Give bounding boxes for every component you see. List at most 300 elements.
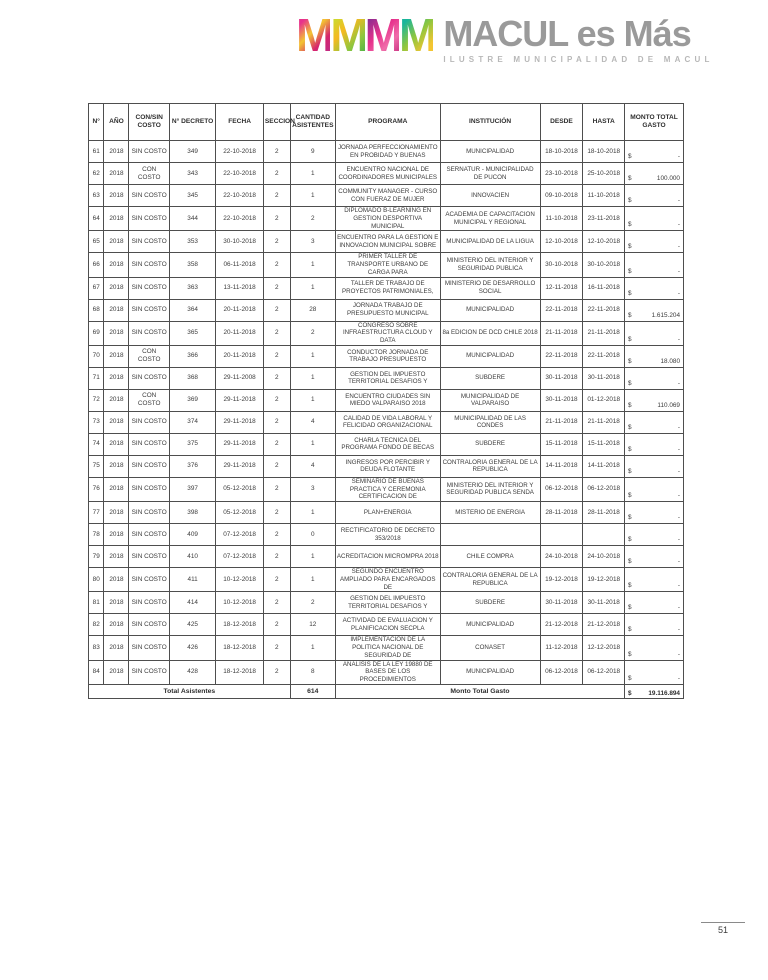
cell-seccion: 2: [263, 433, 290, 455]
column-header-decreto: N° DECRETO: [169, 104, 215, 141]
column-header-seccion: SECCION: [263, 104, 290, 141]
table-footer: [89, 684, 684, 698]
cell-desde: 21-11-2018: [540, 411, 583, 433]
cell-fecha: 20-11-2018: [216, 345, 264, 367]
column-header-n: N°: [89, 104, 104, 141]
cell-institucion: MUNICIPALIDAD DE LA LIGUA: [440, 231, 540, 253]
cell-seccion: 2: [263, 253, 290, 277]
table-row: [89, 433, 684, 455]
cell-n: 73: [89, 411, 104, 433]
cell-costo: SIN COSTO: [129, 660, 169, 684]
cell-hasta: 30-11-2018: [583, 367, 625, 389]
table-row: [89, 636, 684, 660]
table-row: [89, 455, 684, 477]
cell-seccion: 2: [263, 502, 290, 524]
cell-n: 64: [89, 207, 104, 231]
cell-desde: 06-12-2018: [540, 660, 583, 684]
cell-desde: 09-10-2018: [540, 185, 583, 207]
column-header-desde: DESDE: [540, 104, 583, 141]
currency-symbol: $: [628, 267, 632, 275]
cell-asistentes: 12: [290, 614, 335, 636]
cell-ano: 2018: [104, 185, 129, 207]
cell-institucion: 8a EDICION DE DCD CHILE 2018: [440, 321, 540, 345]
monto-amount: 1.615.204: [651, 311, 680, 319]
currency-symbol: $: [628, 492, 632, 499]
cell-monto: [625, 389, 684, 411]
cell-fecha: 20-11-2018: [216, 321, 264, 345]
cell-institucion: MUNICIPALIDAD: [440, 299, 540, 321]
cell-seccion: 2: [263, 592, 290, 614]
cell-monto: [625, 321, 684, 345]
cell-n: 75: [89, 455, 104, 477]
table-row: [89, 163, 684, 185]
currency-symbol: $: [628, 626, 632, 634]
cell-institucion: MISTERIO DE ENERGIA: [440, 502, 540, 524]
cell-ano: 2018: [104, 411, 129, 433]
total-asistentes-value: 614: [290, 684, 335, 698]
cell-monto: [625, 277, 684, 299]
monto-amount: -: [677, 197, 680, 204]
cell-monto: [625, 568, 684, 592]
cell-fecha: 22-10-2018: [216, 207, 264, 231]
cell-asistentes: 1: [290, 367, 335, 389]
cell-asistentes: 1: [290, 253, 335, 277]
cell-n: 76: [89, 477, 104, 501]
currency-symbol: $: [628, 153, 632, 160]
cell-hasta: 21-11-2018: [583, 321, 625, 345]
column-header-asistentes: CANTIDAD ASISTENTES: [290, 104, 335, 141]
cell-costo: SIN COSTO: [129, 207, 169, 231]
monto-amount: 100.000: [656, 175, 680, 182]
cell-ano: 2018: [104, 433, 129, 455]
cell-monto: [625, 660, 684, 684]
cell-n: 61: [89, 141, 104, 163]
column-header-ano: AÑO: [104, 104, 129, 141]
cell-decreto: 426: [169, 636, 215, 660]
cell-desde: 06-12-2018: [540, 477, 583, 501]
monto-amount: -: [677, 467, 680, 475]
cell-programa: RECTIFICATORIO DE DECRETO 353/2018: [335, 524, 440, 546]
logo-letter-m-4: M: [398, 9, 434, 61]
cell-desde: 28-11-2018: [540, 502, 583, 524]
logo-letter-m-2: M: [330, 9, 365, 61]
cell-monto: [625, 411, 684, 433]
cell-programa: SEMINARIO DE BUENAS PRACTICA Y CEREMONIA CERTIFICACION DE: [335, 477, 440, 501]
cell-costo: SIN COSTO: [129, 141, 169, 163]
cell-institucion: CONTRALORIA GENERAL DE LA REPUBLICA: [440, 455, 540, 477]
cell-asistentes: 28: [290, 299, 335, 321]
cell-institucion: SUBDERE: [440, 592, 540, 614]
cell-programa: CALIDAD DE VIDA LABORAL Y FELICIDAD ORGANIZACIONAL: [335, 411, 440, 433]
cell-fecha: 18-12-2018: [216, 660, 264, 684]
column-header-programa: PROGRAMA: [335, 104, 440, 141]
cell-decreto: 397: [169, 477, 215, 501]
cell-programa: ACTIVIDAD DE EVALUACION Y PLANIFICACION SECPLA: [335, 614, 440, 636]
cell-hasta: 30-10-2018: [583, 253, 625, 277]
cell-desde: 12-10-2018: [540, 231, 583, 253]
cell-n: 81: [89, 592, 104, 614]
cell-n: 77: [89, 502, 104, 524]
column-header-monto: MONTO TOTAL GASTO: [625, 104, 684, 141]
table-row: [89, 231, 684, 253]
currency-symbol: $: [628, 604, 632, 612]
column-header-hasta: HASTA: [583, 104, 625, 141]
cell-fecha: 06-11-2018: [216, 253, 264, 277]
cell-asistentes: 1: [290, 636, 335, 660]
cell-ano: 2018: [104, 321, 129, 345]
cell-n: 70: [89, 345, 104, 367]
cell-hasta: 22-11-2018: [583, 345, 625, 367]
cell-decreto: 343: [169, 163, 215, 185]
cell-decreto: 411: [169, 568, 215, 592]
currency-symbol: $: [628, 289, 632, 297]
cell-fecha: 30-10-2018: [216, 231, 264, 253]
table-row: [89, 185, 684, 207]
cell-asistentes: 1: [290, 502, 335, 524]
cell-seccion: 2: [263, 614, 290, 636]
currency-symbol: $: [628, 467, 632, 475]
cell-hasta: 22-11-2018: [583, 299, 625, 321]
cell-costo: SIN COSTO: [129, 367, 169, 389]
cell-monto: [625, 345, 684, 367]
table-row: [89, 546, 684, 568]
page-footer: [701, 922, 745, 935]
logo-brand-text: MACUL es Más: [443, 13, 691, 54]
monto-amount: -: [677, 423, 680, 431]
logo-text-block: [443, 13, 714, 64]
monto-amount: -: [677, 558, 680, 565]
cell-fecha: 05-12-2018: [216, 502, 264, 524]
cell-costo: SIN COSTO: [129, 253, 169, 277]
cell-hasta: 12-12-2018: [583, 636, 625, 660]
cell-programa: ENCUENTRO CIUDADES SIN MIEDO VALPARAISO 2018: [335, 389, 440, 411]
cell-costo: CON COSTO: [129, 163, 169, 185]
cell-ano: 2018: [104, 636, 129, 660]
cell-desde: 21-11-2018: [540, 321, 583, 345]
cell-asistentes: 1: [290, 568, 335, 592]
cell-monto: [625, 433, 684, 455]
cell-seccion: 2: [263, 185, 290, 207]
logo-subtitle-text: ILUSTRE MUNICIPALIDAD DE MACUL: [443, 55, 714, 64]
cell-n: 69: [89, 321, 104, 345]
cell-seccion: 2: [263, 207, 290, 231]
currency-symbol: $: [628, 536, 632, 543]
monto-total-label: Monto Total Gasto: [335, 684, 624, 698]
cell-fecha: 07-12-2018: [216, 546, 264, 568]
cell-decreto: 364: [169, 299, 215, 321]
cell-decreto: 369: [169, 389, 215, 411]
cell-monto: [625, 367, 684, 389]
currency-symbol: $: [628, 243, 632, 251]
cell-costo: SIN COSTO: [129, 636, 169, 660]
cell-costo: SIN COSTO: [129, 185, 169, 207]
cell-ano: 2018: [104, 345, 129, 367]
cell-decreto: 425: [169, 614, 215, 636]
cell-asistentes: 2: [290, 592, 335, 614]
cell-n: 63: [89, 185, 104, 207]
cell-hasta: 14-11-2018: [583, 455, 625, 477]
monto-amount: 18.080: [660, 357, 680, 365]
table-row: [89, 592, 684, 614]
cell-fecha: 29-11-2008: [216, 367, 264, 389]
cell-n: 82: [89, 614, 104, 636]
cell-fecha: 18-12-2018: [216, 636, 264, 660]
cell-desde: 30-11-2018: [540, 389, 583, 411]
cell-decreto: 398: [169, 502, 215, 524]
table-row: [89, 141, 684, 163]
table-row: [89, 389, 684, 411]
cell-asistentes: 2: [290, 321, 335, 345]
monto-amount: -: [677, 536, 680, 543]
cell-ano: 2018: [104, 524, 129, 546]
cell-seccion: 2: [263, 367, 290, 389]
cell-asistentes: 4: [290, 411, 335, 433]
cell-ano: 2018: [104, 277, 129, 299]
cell-programa: CONGRESO SOBRE INFRAESTRUCTURA CLOUD Y DATA: [335, 321, 440, 345]
cell-ano: 2018: [104, 141, 129, 163]
cell-ano: 2018: [104, 367, 129, 389]
cell-hasta: 25-10-2018: [583, 163, 625, 185]
cell-desde: 30-11-2018: [540, 592, 583, 614]
currency-symbol: $: [628, 197, 632, 204]
cell-hasta: 12-10-2018: [583, 231, 625, 253]
cell-n: 74: [89, 433, 104, 455]
cell-hasta: 11-10-2018: [583, 185, 625, 207]
table-row: [89, 502, 684, 524]
table-footer-row: [89, 684, 684, 698]
cell-monto: [625, 141, 684, 163]
cell-fecha: 29-11-2018: [216, 455, 264, 477]
cell-programa: JORNADA PERFECCIONAMIENTO EN PROBIDAD Y BUENAS: [335, 141, 440, 163]
cell-programa: GESTION DEL IMPUESTO TERRITORIAL DESAFIOS Y: [335, 592, 440, 614]
table-body: [89, 141, 684, 685]
cell-programa: COMMUNITY MANAGER - CURSO CON FUERAZ DE MUJER: [335, 185, 440, 207]
cell-institucion: INNOVACIEN: [440, 185, 540, 207]
cell-desde: 18-10-2018: [540, 141, 583, 163]
cell-costo: SIN COSTO: [129, 277, 169, 299]
logo-letter-m-3: M: [364, 9, 399, 61]
monto-amount: -: [677, 243, 680, 251]
table-header-row: [89, 104, 684, 141]
cell-fecha: 07-12-2018: [216, 524, 264, 546]
cell-hasta: 16-11-2018: [583, 277, 625, 299]
currency-symbol: $: [628, 423, 632, 431]
cell-n: 72: [89, 389, 104, 411]
currency-symbol: $: [628, 674, 632, 682]
cell-ano: 2018: [104, 207, 129, 231]
currency-symbol: $: [628, 401, 632, 409]
table-row: [89, 411, 684, 433]
cell-institucion: CONTRALORIA GENERAL DE LA REPUBLICA: [440, 568, 540, 592]
currency-symbol: $: [628, 514, 632, 521]
table-row: [89, 524, 684, 546]
cell-ano: 2018: [104, 592, 129, 614]
cell-seccion: 2: [263, 321, 290, 345]
cell-seccion: 2: [263, 389, 290, 411]
cell-fecha: 29-11-2018: [216, 389, 264, 411]
cell-decreto: 428: [169, 660, 215, 684]
cell-costo: CON COSTO: [129, 389, 169, 411]
monto-amount: -: [677, 379, 680, 387]
cell-monto: [625, 163, 684, 185]
cell-asistentes: 1: [290, 433, 335, 455]
cell-costo: SIN COSTO: [129, 546, 169, 568]
currency-symbol: $: [628, 357, 632, 365]
cell-ano: 2018: [104, 502, 129, 524]
cell-monto: [625, 592, 684, 614]
cell-costo: SIN COSTO: [129, 502, 169, 524]
cell-asistentes: 1: [290, 389, 335, 411]
cell-asistentes: 3: [290, 231, 335, 253]
macul-logo: [296, 9, 714, 64]
cell-costo: SIN COSTO: [129, 568, 169, 592]
monto-amount: -: [677, 221, 680, 229]
cell-institucion: ACADEMIA DE CAPACITACION MUNICIPAL Y REGIONAL: [440, 207, 540, 231]
cell-seccion: 2: [263, 636, 290, 660]
cell-hasta: [583, 524, 625, 546]
table-row: [89, 614, 684, 636]
cell-programa: DIPLOMADO B-LEARNING EN GESTION DESPORTIVA MUNICIPAL: [335, 207, 440, 231]
cell-fecha: 22-10-2018: [216, 163, 264, 185]
cell-decreto: 376: [169, 455, 215, 477]
cell-hasta: 18-10-2018: [583, 141, 625, 163]
cell-ano: 2018: [104, 546, 129, 568]
cell-hasta: 21-11-2018: [583, 411, 625, 433]
cell-institucion: MINISTERIO DEL INTERIOR Y SEGURIDAD PUBLICA: [440, 253, 540, 277]
cell-institucion: MUNICIPALIDAD: [440, 141, 540, 163]
cell-fecha: 13-11-2018: [216, 277, 264, 299]
table-row: [89, 477, 684, 501]
cell-ano: 2018: [104, 231, 129, 253]
cell-programa: TALLER DE TRABAJO DE PROYECTOS PATRIMONIALES,: [335, 277, 440, 299]
cell-seccion: 2: [263, 455, 290, 477]
cell-asistentes: 4: [290, 455, 335, 477]
currency-symbol: $: [628, 311, 632, 319]
cell-decreto: 374: [169, 411, 215, 433]
cell-decreto: 363: [169, 277, 215, 299]
cell-costo: SIN COSTO: [129, 433, 169, 455]
monto-amount: -: [677, 289, 680, 297]
cell-n: 80: [89, 568, 104, 592]
cell-hasta: 15-11-2018: [583, 433, 625, 455]
cell-costo: SIN COSTO: [129, 321, 169, 345]
cell-monto: [625, 636, 684, 660]
table-row: [89, 568, 684, 592]
monto-amount: -: [677, 514, 680, 521]
cell-n: 79: [89, 546, 104, 568]
footer-rule: [701, 922, 745, 923]
cell-ano: 2018: [104, 477, 129, 501]
cell-institucion: MUNICIPALIDAD: [440, 345, 540, 367]
cell-costo: SIN COSTO: [129, 231, 169, 253]
cell-ano: 2018: [104, 614, 129, 636]
monto-total-amount: 19.116.894: [648, 689, 680, 697]
cell-n: 65: [89, 231, 104, 253]
cell-fecha: 20-11-2018: [216, 299, 264, 321]
cell-hasta: 06-12-2018: [583, 477, 625, 501]
cell-monto: [625, 185, 684, 207]
cell-institucion: MUNICIPALIDAD DE VALPARAISO: [440, 389, 540, 411]
table-row: [89, 660, 684, 684]
cell-fecha: 05-12-2018: [216, 477, 264, 501]
currency-symbol: $: [628, 689, 632, 697]
cell-hasta: 01-12-2018: [583, 389, 625, 411]
cell-costo: SIN COSTO: [129, 477, 169, 501]
cell-hasta: 19-12-2018: [583, 568, 625, 592]
monto-amount: -: [677, 492, 680, 499]
cell-seccion: 2: [263, 477, 290, 501]
cell-desde: 11-10-2018: [540, 207, 583, 231]
cell-seccion: 2: [263, 277, 290, 299]
cell-asistentes: 1: [290, 546, 335, 568]
cell-desde: 12-11-2018: [540, 277, 583, 299]
cell-hasta: 21-12-2018: [583, 614, 625, 636]
table-row: [89, 367, 684, 389]
table-row: [89, 277, 684, 299]
cell-fecha: 22-10-2018: [216, 185, 264, 207]
cell-desde: 15-11-2018: [540, 433, 583, 455]
cell-programa: INGRESOS POR PERCIBIR Y DEUDA FLOTANTE: [335, 455, 440, 477]
monto-amount: -: [677, 626, 680, 634]
cell-seccion: 2: [263, 411, 290, 433]
cell-ano: 2018: [104, 568, 129, 592]
cell-asistentes: 2: [290, 207, 335, 231]
monto-amount: -: [677, 153, 680, 160]
cell-seccion: 2: [263, 299, 290, 321]
cell-asistentes: 0: [290, 524, 335, 546]
cell-seccion: 2: [263, 546, 290, 568]
cell-hasta: 06-12-2018: [583, 660, 625, 684]
cell-hasta: 28-11-2018: [583, 502, 625, 524]
cell-seccion: 2: [263, 163, 290, 185]
cell-institucion: MUNICIPALIDAD DE LAS CONDES: [440, 411, 540, 433]
column-header-institucion: INSTITUCIÓN: [440, 104, 540, 141]
cell-seccion: 2: [263, 141, 290, 163]
cell-costo: SIN COSTO: [129, 614, 169, 636]
cell-decreto: 410: [169, 546, 215, 568]
cell-seccion: 2: [263, 524, 290, 546]
cell-institucion: CONASET: [440, 636, 540, 660]
cell-fecha: 29-11-2018: [216, 411, 264, 433]
table-row: [89, 345, 684, 367]
monto-amount: -: [677, 582, 680, 590]
cell-ano: 2018: [104, 389, 129, 411]
monto-amount: -: [677, 604, 680, 612]
cell-decreto: 349: [169, 141, 215, 163]
cell-monto: [625, 502, 684, 524]
cell-monto: [625, 455, 684, 477]
cell-seccion: 2: [263, 345, 290, 367]
cell-n: 78: [89, 524, 104, 546]
monto-amount: -: [677, 267, 680, 275]
capacitaciones-table: [88, 103, 684, 699]
cell-desde: 24-10-2018: [540, 546, 583, 568]
cell-costo: SIN COSTO: [129, 524, 169, 546]
table-row: [89, 253, 684, 277]
cell-asistentes: 8: [290, 660, 335, 684]
cell-programa: PLAN+ENERGIA: [335, 502, 440, 524]
cell-asistentes: 9: [290, 141, 335, 163]
cell-programa: GESTION DEL IMPUESTO TERRITORIAL DESAFIOS Y: [335, 367, 440, 389]
cell-decreto: 365: [169, 321, 215, 345]
cell-monto: [625, 299, 684, 321]
cell-monto: [625, 253, 684, 277]
cell-decreto: 375: [169, 433, 215, 455]
cell-decreto: 409: [169, 524, 215, 546]
cell-hasta: 23-11-2018: [583, 207, 625, 231]
cell-hasta: 30-11-2018: [583, 592, 625, 614]
cell-decreto: 414: [169, 592, 215, 614]
